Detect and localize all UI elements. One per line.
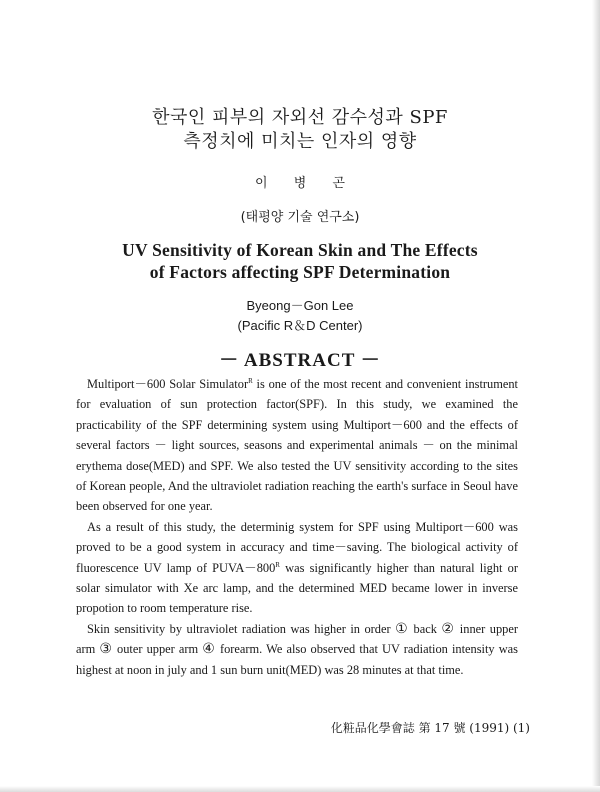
abstract-p3-text-e: forearm. We also observed that UV radiation intensity was highest at noon in july and 1 sun burn unit(MED) was 28 minutes at that time. bbox=[76, 642, 518, 677]
english-author-affiliation: (Pacific R＆D Center) bbox=[237, 318, 363, 333]
abstract-paragraph-1 bbox=[76, 374, 518, 517]
english-author bbox=[0, 296, 600, 336]
korean-affiliation: (태평양 기술 연구소) bbox=[240, 210, 360, 225]
korean-author: 이 병 곤 bbox=[255, 176, 345, 191]
circled-number-2: ② bbox=[441, 620, 456, 637]
circled-number-3: ③ bbox=[99, 641, 113, 658]
page-edge-shadow-bottom bbox=[0, 786, 600, 792]
journal-footer: 化粧品化學會誌 第 17 號 (1991) (1) bbox=[330, 721, 530, 735]
abstract-p3-text-a: Skin sensitivity by ultraviolet radiation was higher in order bbox=[87, 621, 396, 636]
abstract-paragraph-2 bbox=[76, 517, 518, 619]
abstract-p1-text-a: Multiport－600 Solar Simulator bbox=[87, 377, 249, 391]
abstract-body bbox=[76, 374, 518, 680]
english-title-line-2: of Factors affecting SPF Determination bbox=[149, 262, 451, 282]
korean-title-line-1: 한국인 피부의 자외선 감수성과 SPF bbox=[152, 107, 448, 128]
abstract-heading: － ABSTRACT － bbox=[219, 350, 381, 371]
abstract-p2-text-a: As a result of this study, the determinig system for SPF using Multiport－600 was proved to be a good system in accuracy and time－saving. The biological activity of fluorescence UV lamp of PUVA－800 bbox=[76, 519, 518, 575]
circled-number-1: ① bbox=[395, 620, 410, 637]
page-edge-shadow-right bbox=[592, 0, 600, 792]
abstract-p3-text-c: inner upper arm bbox=[76, 621, 518, 657]
registered-mark: R bbox=[275, 560, 280, 569]
abstract-p3-text-b: back bbox=[409, 621, 442, 636]
abstract-p3-text-d: outer upper arm bbox=[112, 642, 203, 657]
abstract-p1-text-b: is one of the most recent and convenient instrument for evaluation of sun protection factor(SPF). In this study, we examined the practicability of the SPF determining system using Multiport－600 and the effects of several factors － light sources, seasons and experimental animals － on the minimal erythema dose(MED) and SPF. We also tested the UV sensitivity according to the sites of Korean people, And the ultraviolet radiation reaching the earth's surface in Seoul have been observed for one year. bbox=[76, 377, 519, 514]
korean-title bbox=[0, 106, 600, 154]
korean-title-line-2: 측정치에 미치는 인자의 영향 bbox=[183, 131, 417, 152]
circled-number-4: ④ bbox=[202, 641, 216, 658]
english-title-line-1: UV Sensitivity of Korean Skin and The Effects bbox=[122, 240, 478, 260]
english-author-name: Byeong－Gon Lee bbox=[246, 298, 354, 313]
registered-mark: R bbox=[248, 377, 253, 385]
abstract-p2-text-b: was significantly higher than natural light or solar simulator with Xe arc lamp, and the determined MED became lower in inverse propotion to room temperature rise. bbox=[76, 560, 519, 616]
abstract-paragraph-3 bbox=[76, 619, 518, 680]
english-title bbox=[0, 239, 600, 283]
